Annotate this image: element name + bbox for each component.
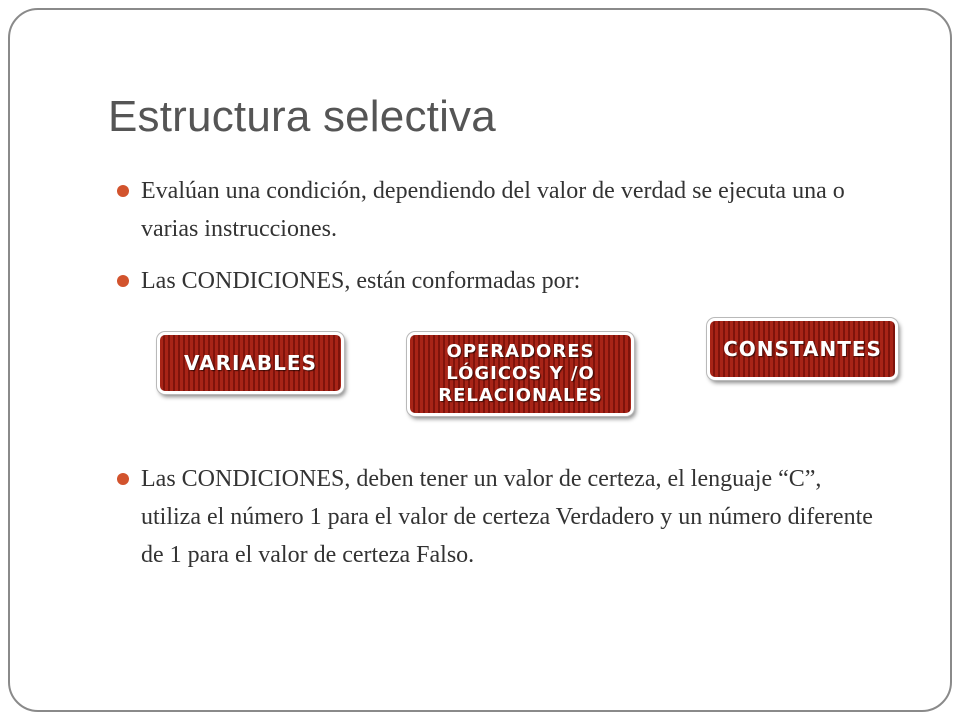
bullet-item-2 [117, 262, 877, 300]
slide-title: Estructura selectiva [108, 92, 496, 141]
slide [8, 8, 952, 712]
box-variables: VARIABLES [157, 332, 344, 394]
box-operadores: OPERADORES LÓGICOS Y /O RELACIONALES [407, 332, 634, 416]
bullet-item-1 [117, 172, 877, 248]
bullet-text-1: Evalúan una condición, dependiendo del valor de verdad se ejecuta una o varias instrucciones. [141, 178, 845, 242]
bullet-dot-icon [117, 275, 129, 287]
bullet-dot-icon [117, 185, 129, 197]
bullet-text-2: Las CONDICIONES, están conformadas por: [141, 268, 581, 294]
box-constantes: CONSTANTES [707, 318, 898, 380]
bullet-text-3: Las CONDICIONES, deben tener un valor de certeza, el lenguaje “C”, utiliza el número 1 para el valor de certeza Verdadero y un número diferente de 1 para el valor de certeza Falso. [141, 466, 873, 568]
bullet-dot-icon [117, 473, 129, 485]
bullet-item-3 [117, 460, 877, 574]
